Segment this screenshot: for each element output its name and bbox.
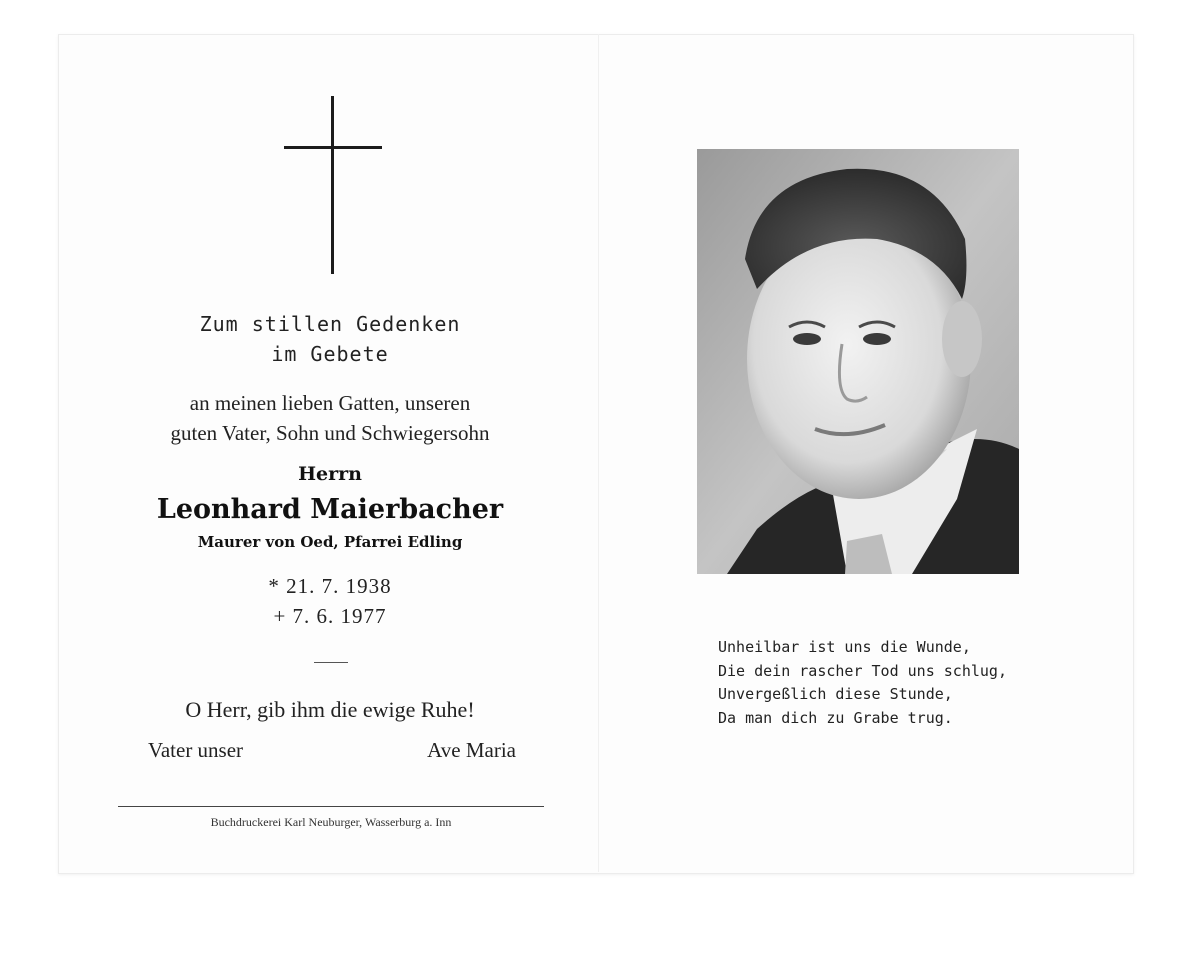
prayer-vater-unser: Vater unser [148,738,244,762]
prayer-line: O Herr, gib ihm die ewige Ruhe! [185,697,475,722]
portrait-photo [697,149,1019,574]
occupation: Maurer von Oed, Pfarrei Edling [197,533,463,551]
cross-icon [284,96,382,274]
card-fold [598,34,599,872]
poem-line-4: Da man dich zu Grabe trug. [718,708,953,727]
poem [718,636,1078,730]
separator-rule [314,662,348,663]
printer-credit: Buchdruckerei Karl Neuburger, Wasserburg a. Inn [210,815,452,829]
dedication-line-2: guten Vater, Sohn und Schwiegersohn [170,421,490,445]
memorial-line-2: im Gebete [271,342,389,366]
dedication-line-1: an meinen lieben Gatten, unseren [189,391,471,415]
prayer-row [148,738,516,763]
poem-line-2: Die dein rascher Tod uns schlug, [718,661,1007,680]
honorific: Herrn [298,463,362,485]
deceased-name: Leonhard Maierbacher [156,494,504,525]
death-date: + 7. 6. 1977 [273,604,387,628]
poem-line-3: Unvergeßlich diese Stunde, [718,685,953,703]
memorial-line-1: Zum stillen Gedenken [199,312,461,336]
prayer-ave-maria: Ave Maria [427,738,516,762]
birth-date: * 21. 7. 1938 [268,574,392,598]
footer-rule [118,806,544,807]
poem-line-1: Unheilbar ist uns die Wunde, [718,638,971,656]
